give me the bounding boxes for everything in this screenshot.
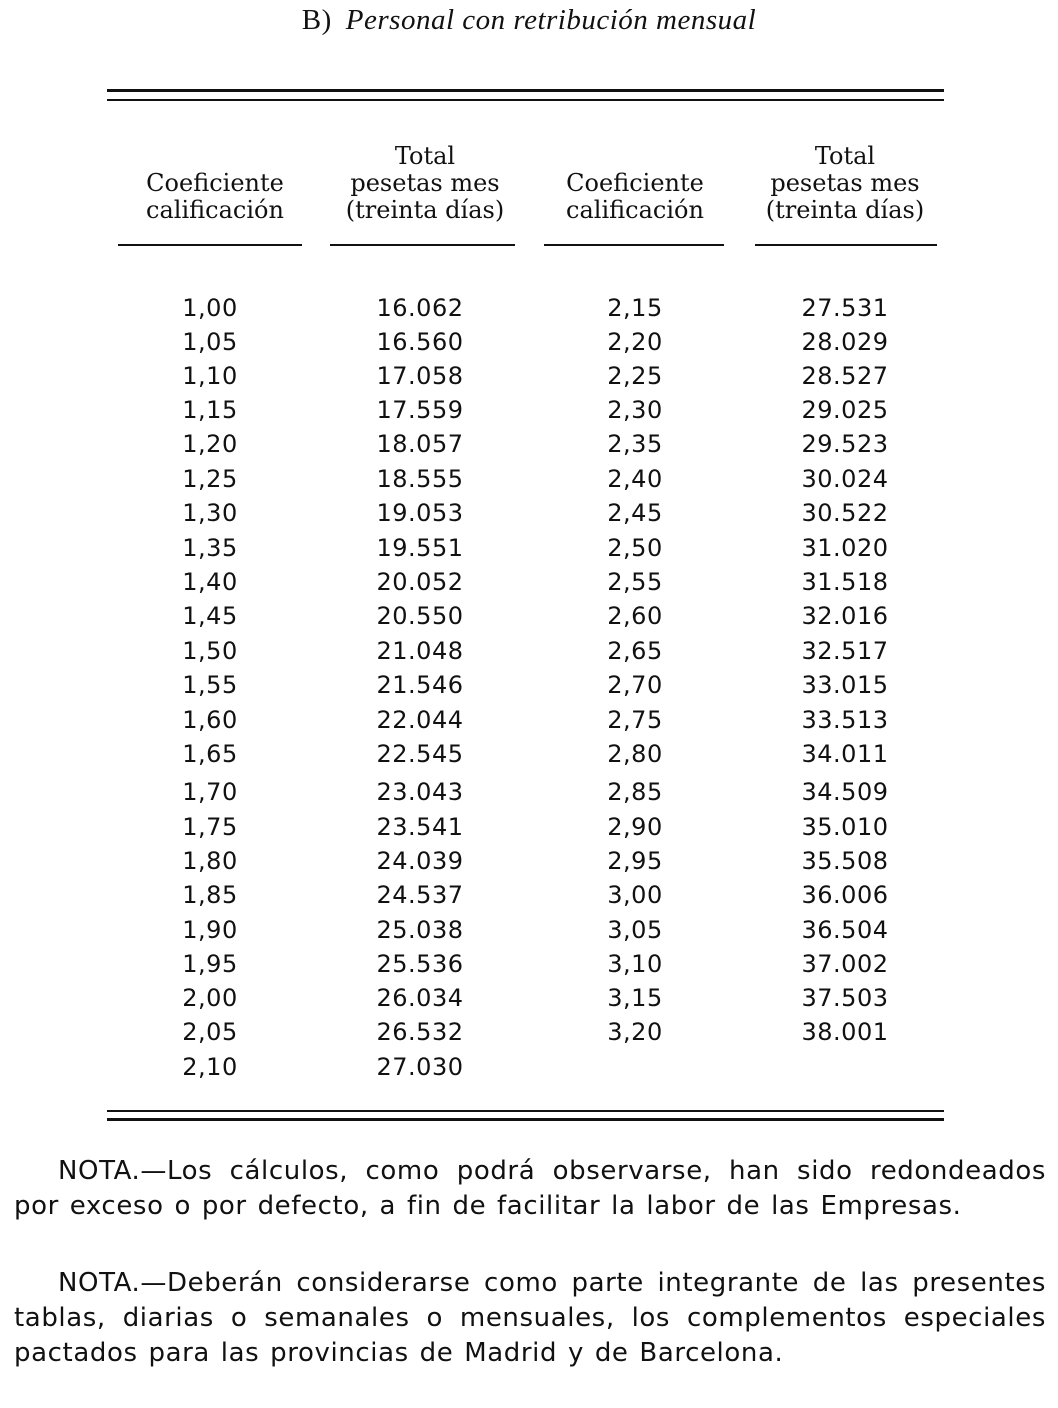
top-rule-thin [107, 99, 944, 101]
right-coef-cell: 3,05 [607, 916, 663, 944]
header-total-line1: Total [814, 142, 876, 170]
left-total-cell: 24.039 [376, 847, 464, 875]
left-coef-cell: 2,10 [182, 1053, 238, 1081]
bottom-rule-thick [107, 1118, 944, 1121]
right-total-cell: 34.509 [801, 778, 889, 806]
left-total-cell: 16.062 [376, 294, 464, 322]
left-total-cell: 20.550 [376, 602, 464, 630]
right-coef-cell: 2,55 [607, 568, 663, 596]
right-total-cell: 30.024 [801, 465, 889, 493]
right-total-cell: 36.006 [801, 881, 889, 909]
header-coef-line1: Coeficiente [566, 169, 704, 197]
header-total-right [740, 143, 950, 224]
section-title-text: Personal con retribución mensual [345, 4, 757, 36]
col-rule-total-left [330, 244, 515, 246]
header-coef-line2: calificación [566, 196, 704, 224]
right-total-cell: 32.517 [801, 637, 889, 665]
right-total-cell: 35.508 [801, 847, 889, 875]
left-coef-cell: 1,70 [182, 778, 238, 806]
left-total-cell: 20.052 [376, 568, 464, 596]
left-coef-cell: 1,25 [182, 465, 238, 493]
header-total-line2: pesetas mes [770, 169, 920, 197]
section-label: B) [301, 4, 332, 36]
left-coef-cell: 1,75 [182, 813, 238, 841]
section-title [0, 0, 1058, 40]
left-coef-cell: 1,85 [182, 881, 238, 909]
top-rule-thick [107, 89, 944, 92]
left-total-cell: 24.537 [376, 881, 464, 909]
left-coef-cell: 2,00 [182, 984, 238, 1012]
bottom-rule-thin [107, 1110, 944, 1112]
right-coef-cell: 2,80 [607, 740, 663, 768]
note-rounding [14, 1154, 1046, 1224]
left-coef-cell: 1,95 [182, 950, 238, 978]
left-total-cell: 19.551 [376, 534, 464, 562]
left-total-cell: 26.034 [376, 984, 464, 1012]
note-rounding-text: NOTA.—Los cálculos, como podrá observarse, han sido redondeados por exceso o por defecto, a fin de facilitar la labor de las Empresas. [14, 1156, 1046, 1221]
right-total-cell: 37.503 [801, 984, 889, 1012]
right-total-cell: 29.025 [801, 396, 889, 424]
left-coef-cell: 1,05 [182, 328, 238, 356]
left-coef-cell: 1,45 [182, 602, 238, 630]
col-rule-coef-right [544, 244, 724, 246]
left-coef-cell: 1,50 [182, 637, 238, 665]
left-total-cell: 26.532 [376, 1018, 464, 1046]
right-coef-cell: 3,15 [607, 984, 663, 1012]
right-total-cell: 28.029 [801, 328, 889, 356]
right-total-cell: 29.523 [801, 430, 889, 458]
right-coef-cell: 2,50 [607, 534, 663, 562]
right-total-cell: 30.522 [801, 499, 889, 527]
right-coef-cell: 2,70 [607, 671, 663, 699]
left-total-cell: 23.043 [376, 778, 464, 806]
right-total-cell: 32.016 [801, 602, 889, 630]
left-total-cell: 25.038 [376, 916, 464, 944]
right-coef-cell: 3,10 [607, 950, 663, 978]
left-coef-cell: 1,60 [182, 706, 238, 734]
right-coef-cell: 2,85 [607, 778, 663, 806]
right-total-cell: 37.002 [801, 950, 889, 978]
right-coef-cell: 2,90 [607, 813, 663, 841]
left-coef-cell: 1,20 [182, 430, 238, 458]
left-coef-cell: 1,90 [182, 916, 238, 944]
header-coef-left [110, 170, 320, 224]
header-total-line1: Total [394, 142, 456, 170]
header-coef-line1: Coeficiente [146, 169, 284, 197]
left-coef-cell: 2,05 [182, 1018, 238, 1046]
left-total-cell: 18.555 [376, 465, 464, 493]
header-total-line3: (treinta días) [345, 196, 505, 224]
right-total-cell: 36.504 [801, 916, 889, 944]
left-coef-cell: 1,00 [182, 294, 238, 322]
right-total-cell: 31.020 [801, 534, 889, 562]
left-total-cell: 18.057 [376, 430, 464, 458]
right-coef-cell: 2,35 [607, 430, 663, 458]
right-coef-cell: 2,65 [607, 637, 663, 665]
right-coef-cell: 2,30 [607, 396, 663, 424]
left-total-cell: 22.044 [376, 706, 464, 734]
left-total-cell: 19.053 [376, 499, 464, 527]
left-coef-cell: 1,15 [182, 396, 238, 424]
left-coef-cell: 1,30 [182, 499, 238, 527]
left-total-cell: 21.048 [376, 637, 464, 665]
right-total-cell: 31.518 [801, 568, 889, 596]
left-coef-cell: 1,65 [182, 740, 238, 768]
left-total-cell: 23.541 [376, 813, 464, 841]
left-total-cell: 17.058 [376, 362, 464, 390]
left-total-cell: 25.536 [376, 950, 464, 978]
right-coef-cell: 2,20 [607, 328, 663, 356]
right-coef-cell: 2,15 [607, 294, 663, 322]
right-total-cell: 27.531 [801, 294, 889, 322]
right-coef-cell: 3,00 [607, 881, 663, 909]
left-coef-cell: 1,35 [182, 534, 238, 562]
right-total-cell: 28.527 [801, 362, 889, 390]
header-total-line3: (treinta días) [765, 196, 925, 224]
note-complements [14, 1266, 1046, 1371]
right-total-cell: 38.001 [801, 1018, 889, 1046]
right-coef-cell: 2,95 [607, 847, 663, 875]
header-coef-line2: calificación [146, 196, 284, 224]
left-total-cell: 27.030 [376, 1053, 464, 1081]
right-total-cell: 33.513 [801, 706, 889, 734]
left-coef-cell: 1,40 [182, 568, 238, 596]
left-total-cell: 17.559 [376, 396, 464, 424]
note-complements-text: NOTA.—Deberán considerarse como parte integrante de las presentes tablas, diarias o semanales o mensuales, los complementos especiales pactados para las provincias de Madrid y de Barcelona. [14, 1268, 1046, 1368]
col-rule-total-right [755, 244, 937, 246]
left-coef-cell: 1,55 [182, 671, 238, 699]
right-coef-cell: 2,40 [607, 465, 663, 493]
left-total-cell: 16.560 [376, 328, 464, 356]
right-total-cell: 33.015 [801, 671, 889, 699]
right-coef-cell: 2,60 [607, 602, 663, 630]
header-total-left [320, 143, 530, 224]
left-coef-cell: 1,80 [182, 847, 238, 875]
header-coef-right [530, 170, 740, 224]
right-coef-cell: 2,45 [607, 499, 663, 527]
right-total-cell: 35.010 [801, 813, 889, 841]
right-coef-cell: 2,75 [607, 706, 663, 734]
header-total-line2: pesetas mes [350, 169, 500, 197]
col-rule-coef-left [118, 244, 302, 246]
left-coef-cell: 1,10 [182, 362, 238, 390]
right-coef-cell: 2,25 [607, 362, 663, 390]
left-total-cell: 22.545 [376, 740, 464, 768]
right-coef-cell: 3,20 [607, 1018, 663, 1046]
right-total-cell: 34.011 [801, 740, 889, 768]
left-total-cell: 21.546 [376, 671, 464, 699]
